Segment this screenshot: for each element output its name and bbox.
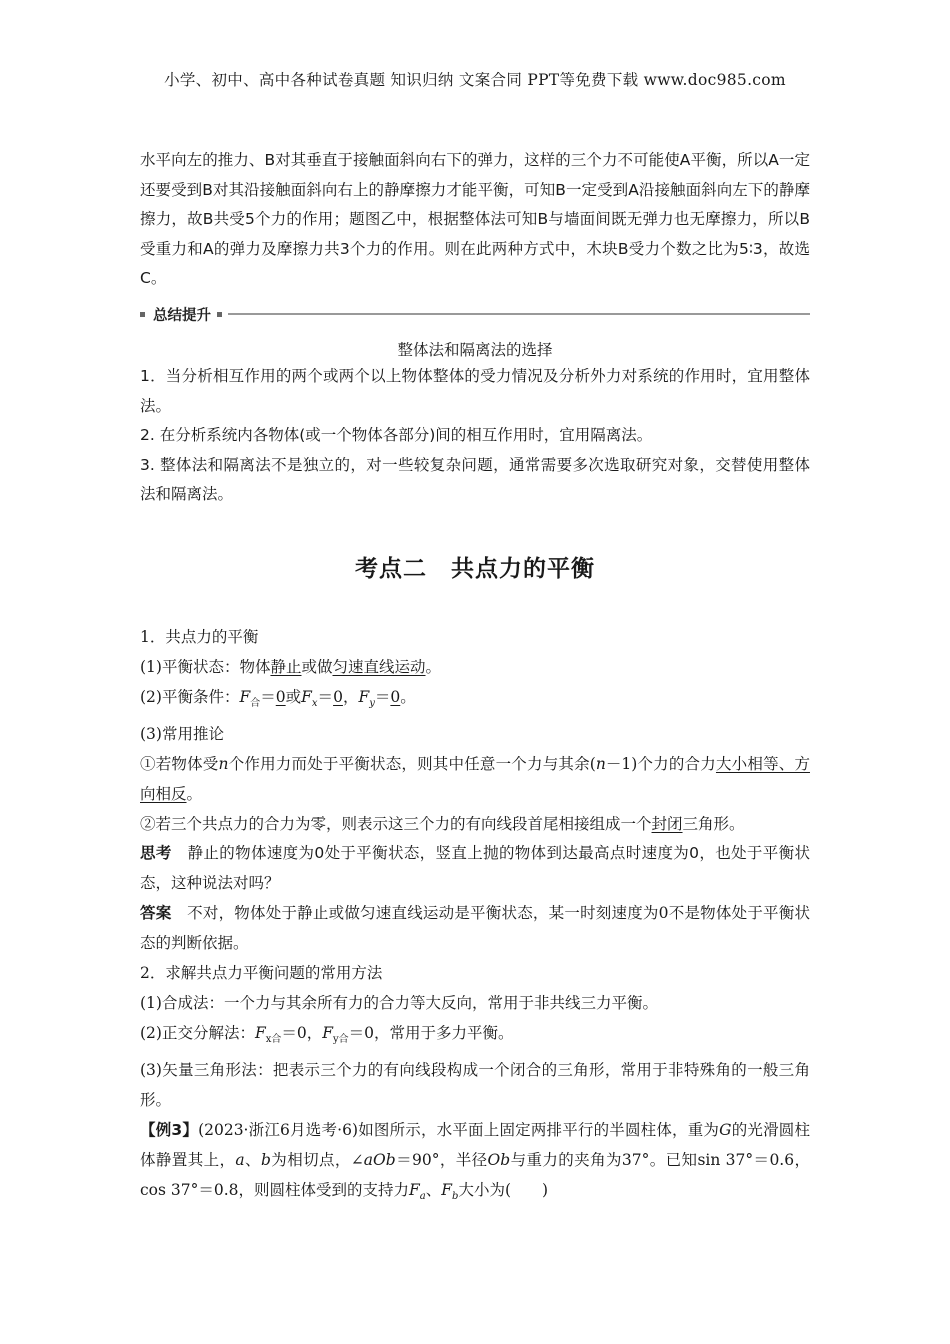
heading-1: 1．共点力的平衡 bbox=[140, 628, 259, 646]
inference-1: ①若物体受n个作用力而处于平衡状态，则其中任意一个力与其余(n－1)个力的合力大小相等、方向相反。 bbox=[140, 755, 810, 804]
summary-item-2: 2. 在分析系统内各物体(或一个物体各部分)间的相互作用时，宜用隔离法。 bbox=[140, 426, 653, 444]
think-question: 思考 静止的物体速度为0处于平衡状态，竖直上抛的物体到达最高点时速度为0，也处于平衡状态，这种说法对吗？ bbox=[140, 844, 810, 892]
balance-condition: (2)平衡条件：$F_合=0$或$F_x=0$，$F_y=0$。 bbox=[140, 688, 416, 710]
method-1: (1)合成法：一个力与其余所有力的合力等大反向，常用于非共线三力平衡。 bbox=[140, 994, 658, 1013]
answer: 答案 不对，物体处于静止或做匀速直线运动是平衡状态，某一时刻速度为0不是物体处于平衡状态的判断依据。 bbox=[140, 904, 810, 953]
intro-block bbox=[140, 146, 810, 294]
inference-heading: (3)常用推论 bbox=[140, 725, 224, 744]
page-header: 小学、初中、高中各种试卷真题 知识归纳 文案合同 PPT等免费下载 www.doc985.com bbox=[164, 71, 786, 89]
example-3: 【例3】(2023·浙江6月选考·6)如图所示，水平面上固定两排平行的半圆柱体，重为G的光滑圆柱体静置其上，a、b为相切点，∠aOb＝90°，半径Ob与重力的夹角为37°。已知sin 37°＝0.6，cos 37°＝0.8，则圆柱体受到的支持力$F_a$、$F_b$大小为( ) bbox=[140, 1121, 810, 1203]
section-title: 考点二 共点力的平衡 bbox=[355, 555, 595, 582]
main-body bbox=[140, 622, 810, 1212]
method-3: (3)矢量三角形法：把表示三个力的有向线段构成一个闭合的三角形，常用于非特殊角的一般三角形。 bbox=[140, 1061, 810, 1110]
summary-block bbox=[140, 338, 810, 510]
method-2: (2)正交分解法：$F_{x合}=0$，$F_{y合}=0$，常用于多力平衡。 bbox=[140, 1024, 514, 1046]
summary-square-icon bbox=[217, 312, 222, 317]
inference-2: ②若三个共点力的合力为零，则表示这三个力的有向线段首尾相接组成一个封闭三角形。 bbox=[140, 815, 745, 834]
summary-item-3: 3. 整体法和隔离法不是独立的，对一些较复杂问题，通常需要多次选取研究对象，交替使用整体法和隔离法。 bbox=[140, 455, 810, 503]
intro-paragraph: 水平向左的推力、B对其垂直于接触面斜向右下的弹力，这样的三个力不可能使A平衡，所以A一定还要受到B对其沿接触面斜向右上的静摩擦力才能平衡，可知B一定受到A沿接触面斜向左下的静摩擦力，故B共受5个力的作用；题图乙中，根据整体法可知B与墙面间既无弹力也无摩擦力，所以B受重力和A的弹力及摩擦力共3个力的作用。则在此两种方式中，木块B受力个数之比为5∶3，故选C。 bbox=[140, 151, 810, 287]
summary-bar bbox=[140, 302, 810, 326]
heading-2: 2．求解共点力平衡问题的常用方法 bbox=[140, 964, 383, 983]
summary-divider bbox=[228, 313, 810, 315]
summary-item-1: 1．当分析相互作用的两个或两个以上物体整体的受力情况及分析外力对系统的作用时，宜用整体法。 bbox=[140, 367, 810, 415]
summary-label: 总结提升 bbox=[153, 307, 211, 324]
balance-state: (1)平衡状态：物体静止或做匀速直线运动。 bbox=[140, 658, 442, 676]
summary-title: 整体法和隔离法的选择 bbox=[397, 341, 553, 359]
summary-square-icon bbox=[140, 312, 145, 317]
summary-header bbox=[140, 302, 810, 326]
